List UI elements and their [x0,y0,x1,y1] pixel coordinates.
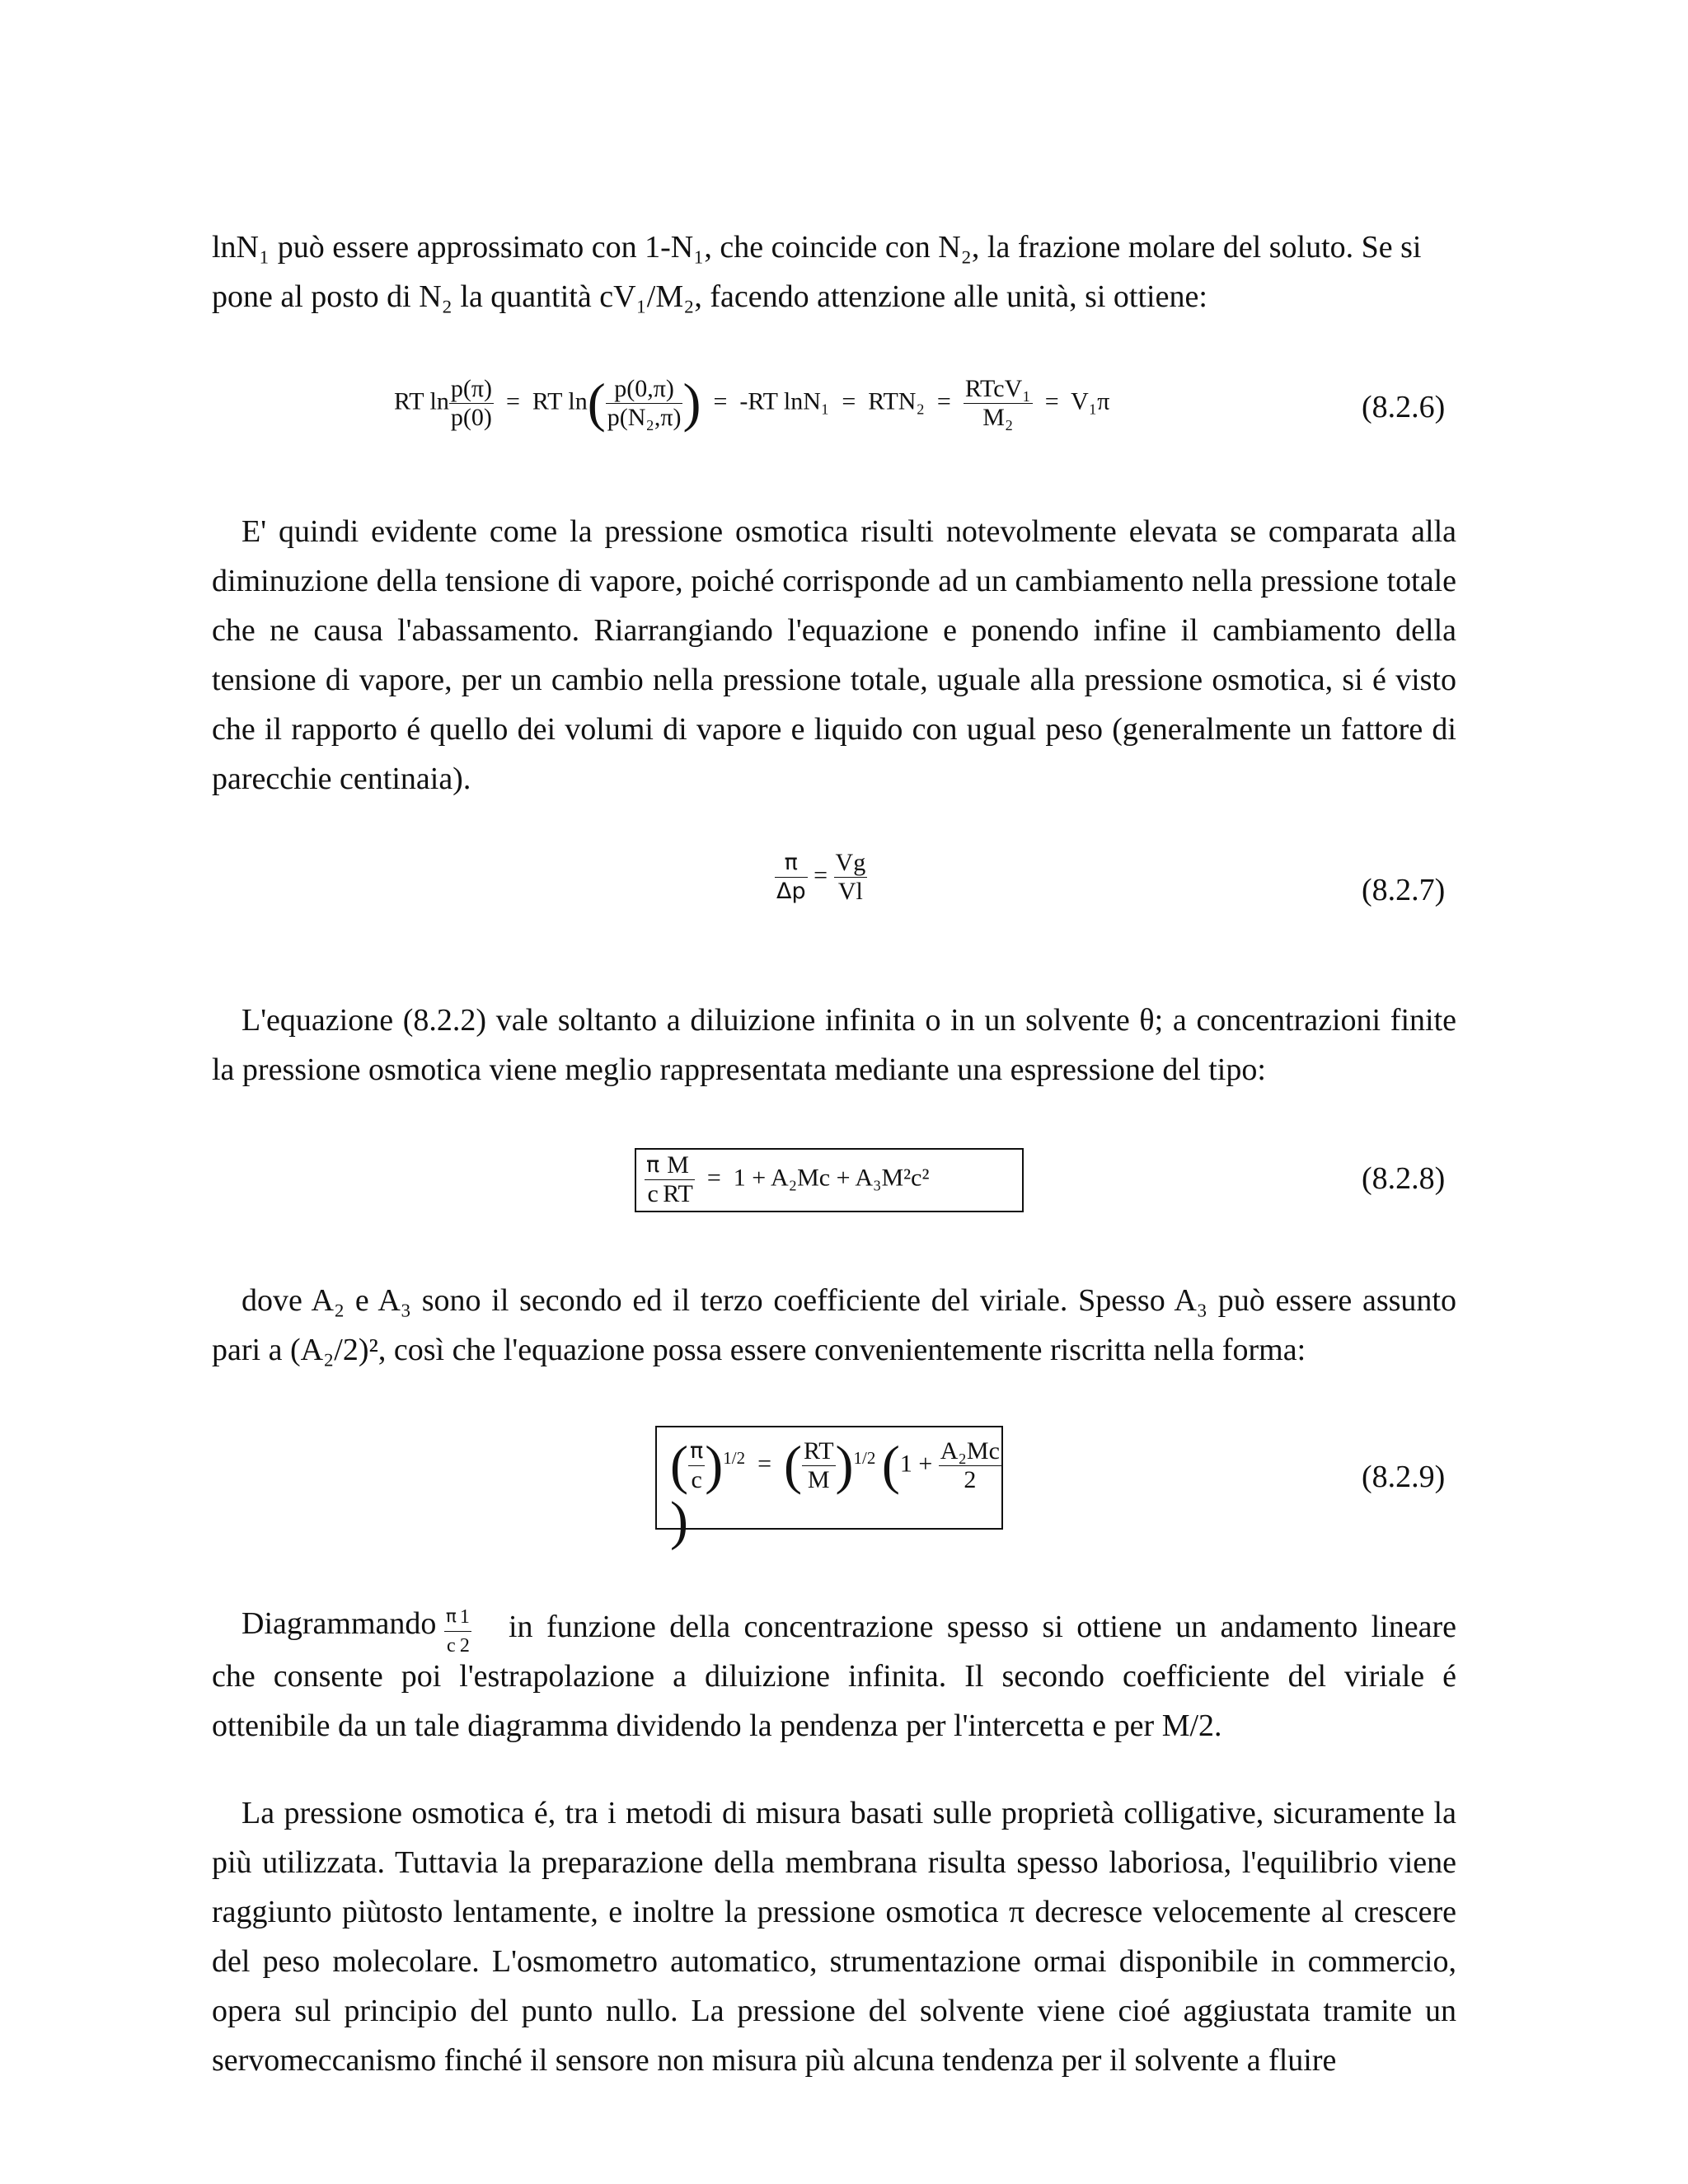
eq6-equals-3: = [842,387,856,415]
eq7-equals: = [814,861,828,889]
eq9-equals: = [757,1450,771,1478]
equation-number-8-2-6: (8.2.6) [1362,390,1446,424]
paragraph-1 [212,223,1456,321]
eq7-fraction-1: $\frac{\pi}{\Delta p}$ [776,850,806,904]
eq9-fraction-2: $\frac{RT}{M}$ [803,1437,834,1493]
equation-8-2-8-box [635,1148,1024,1212]
paragraph-5: in funzione della concentrazione spesso si ottiene un andamento lineare che consente poi l'estrapolazione a diluizione infinita. Il secondo coefficiente del viriale é ottenibile da un tale diagramma dividendo la pendenza per l'intercetta e per M/2. [212,1610,1456,1743]
eq6-equals-2: = [713,387,728,415]
eq6-equals-4: = [936,387,951,415]
eq9-one-plus: 1 + [899,1450,933,1478]
eq8-fraction-2: $\frac{M}{RT}$ [663,1151,693,1207]
equation-8-2-8 [645,1151,929,1208]
eq6-term-v1pi: V₁π [1071,387,1110,415]
eq6-term-rt-ln: RT ln [394,387,449,415]
paragraph-3: L'equazione (8.2.2) vale soltanto a diluizione infinita o in un solvente θ; a concentrazioni finite la pressione osmotica viene meglio rappresentata mediante una espressione del tipo: [212,1003,1456,1087]
eq8-rhs: 1 + A₂Mc + A₃M²c² [733,1164,930,1192]
paragraph-5-start: Diagrammando [241,1606,437,1641]
eq8-fraction-1: $\frac{\pi}{c}$ [646,1152,660,1207]
eq9-fraction-1: $\frac{\pi}{c}$ [689,1438,704,1493]
equation-number-8-2-9: (8.2.9) [1362,1460,1446,1494]
eq6-fraction-2: $\frac{p(0,\pi)}{\text{p(N₂,π)}}$ [607,375,682,431]
inline-fraction-pi-over-c: $\frac{\pi}{c}$ $\frac{1}{2}$ [444,1603,502,1649]
eq7-fraction-2: $\frac{Vg}{Vl}$ [835,849,866,905]
paragraph-1-line-2: pone al posto di N₂ la quantità cV₁/M₂, facendo attenzione alle unità, si ottiene: [212,279,1207,314]
paragraph-4: dove A₂ e A₃ sono il secondo ed il terzo coefficiente del viriale. Spesso A₃ può essere assunto pari a (A₂/2)², così che l'equazione possa essere convenientemente riscritta nella forma: [212,1283,1456,1367]
equation-number-8-2-8: (8.2.8) [1362,1161,1446,1196]
eq8-equals: = [706,1164,721,1192]
eq6-term-rt-ln-2: RT ln [532,387,588,415]
equation-8-2-9: ( $\frac{\pi}{c}$ )$^{1/2}$ = ( $\frac{RT}{M}$ )$^{1/2}$ (1 + $\frac{\text{A₂Mc}}{2}$ ) [670,1435,1000,1551]
eq6-equals-1: = [505,387,520,415]
eq9-exponent-1: 1/2 [723,1447,746,1468]
paragraph-2: E' quindi evidente come la pressione osmotica risulti notevolmente elevata se comparata alla diminuzione della tensione di vapore, poiché corrisponde ad un cambiamento nella pressione totale che ne causa l'abassamento. Riarrangiando l'equazione e ponendo infine il cambiamento della tensione di vapore, per un cambio nella pressione totale, uguale alla pressione osmotica, si é visto che il rapporto é quello dei volumi di vapore e liquido con ugual peso (generalmente un fattore di parecchie centinaia). [212,514,1456,796]
equation-number-8-2-7: (8.2.7) [1362,873,1446,907]
eq6-fraction-3: $\frac{\text{RTcV₁}}{\text{M₂}}$ [964,375,1031,431]
eq6-term-rtn2: RTN₂ [868,387,925,415]
eq6-equals-5: = [1044,387,1059,415]
eq9-exponent-2: 1/2 [853,1447,876,1468]
equation-8-2-9-box [655,1426,1003,1551]
eq9-fraction-3: $\frac{\text{A₂Mc}}{2}$ [940,1437,1000,1493]
eq6-term-lnN1: -RT lnN₁ [739,387,830,415]
equation-8-2-6: RT ln $\frac{p(\pi)}{p(0)}$ = RT ln( $\frac{p(0,\pi)}{\text{p(N₂,π)}}$ ) = -RT lnN₁ = RTN₂ = $\frac{\text{RTcV₁}}{\text{M₂}}$ = V₁π [394,373,1110,434]
paragraph-6: La pressione osmotica é, tra i metodi di misura basati sulle proprietà colligative, sicuramente la più utilizzata. Tuttavia la preparazione della membrana risulta spesso laboriosa, l'equilibrio viene raggiunto piùtosto lentamente, e inoltre la pressione osmotica π decresce velocemente al crescere del peso molecolare. L'osmometro automatico, strumentazione ormai disponibile in commercio, opera sul principio del punto nullo. La pressione del solvente viene cioé aggiustata tramite un servomeccanismo finché il sensore non misura più alcuna tendenza per il solvente a fluire [212,1796,1456,2078]
eq6-fraction-1: $\frac{p(\pi)}{p(0)}$ [450,375,492,431]
equation-8-2-7 [775,849,890,931]
paragraph-1-line-1: lnN₁ può essere approssimato con 1-N₁, che coincide con N₂, la frazione molare del soluto. Se si [212,230,1422,265]
